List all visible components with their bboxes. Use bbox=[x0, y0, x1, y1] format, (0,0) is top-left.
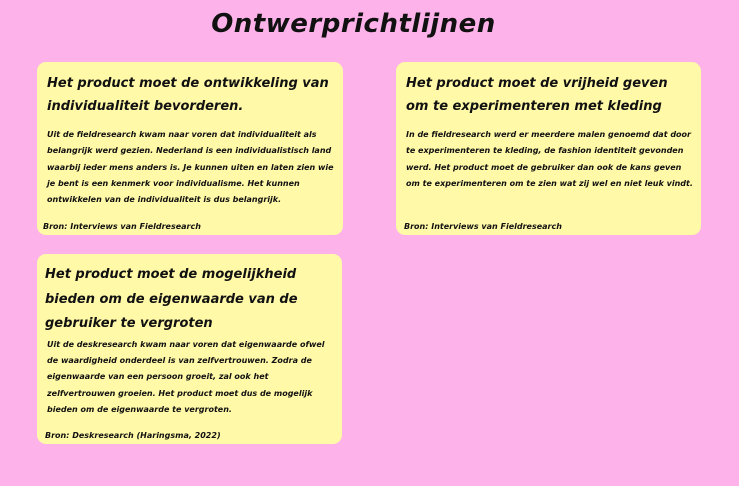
card-source: Bron: Deskresearch (Haringsma, 2022) bbox=[45, 431, 221, 440]
card-body: Uit de fieldresearch kwam naar voren dat individualiteit als belangrijk werd gezien. Nederland is een individualistisch land waarbij ieder mens anders is. Je kunnen uiten en laten zien wie je bent is een kenmerk voor individualisme. Het kunnen ontwikkelen van de individualiteit is dus belangrijk. bbox=[47, 130, 334, 205]
card-heading: Het product moet de vrijheid geven om te experimenteren met kleding bbox=[406, 76, 668, 114]
page-title: Ontwerprichtlijnen bbox=[211, 9, 496, 39]
guideline-card-individuality bbox=[37, 62, 343, 235]
card-source: Bron: Interviews van Fieldresearch bbox=[404, 222, 562, 231]
guideline-card-freedom bbox=[396, 62, 701, 235]
card-body: In de fieldresearch werd er meerdere malen genoemd dat door te experimenteren te kleding, de fashion identiteit gevonden werd. Het product moet de gebruiker dan ook de kans geven om te experimenteren om te zien wat zij wel en niet leuk vindt. bbox=[406, 130, 693, 188]
card-source: Bron: Interviews van Fieldresearch bbox=[43, 222, 201, 231]
card-heading: Het product moet de mogelijkheid bieden om de eigenwaarde van de gebruiker te vergroten bbox=[45, 267, 298, 331]
guideline-card-self-worth bbox=[37, 254, 342, 444]
card-heading: Het product moet de ontwikkeling van individualiteit bevorderen. bbox=[47, 76, 329, 114]
card-body: Uit de deskresearch kwam naar voren dat eigenwaarde ofwel de waardigheid onderdeel is van zelfvertrouwen. Zodra de eigenwaarde van een persoon groeit, zal ook het zelfvertrouwen groeien. Het product moet dus de mogelijk bieden om de eigenwaarde te vergroten. bbox=[47, 339, 325, 415]
